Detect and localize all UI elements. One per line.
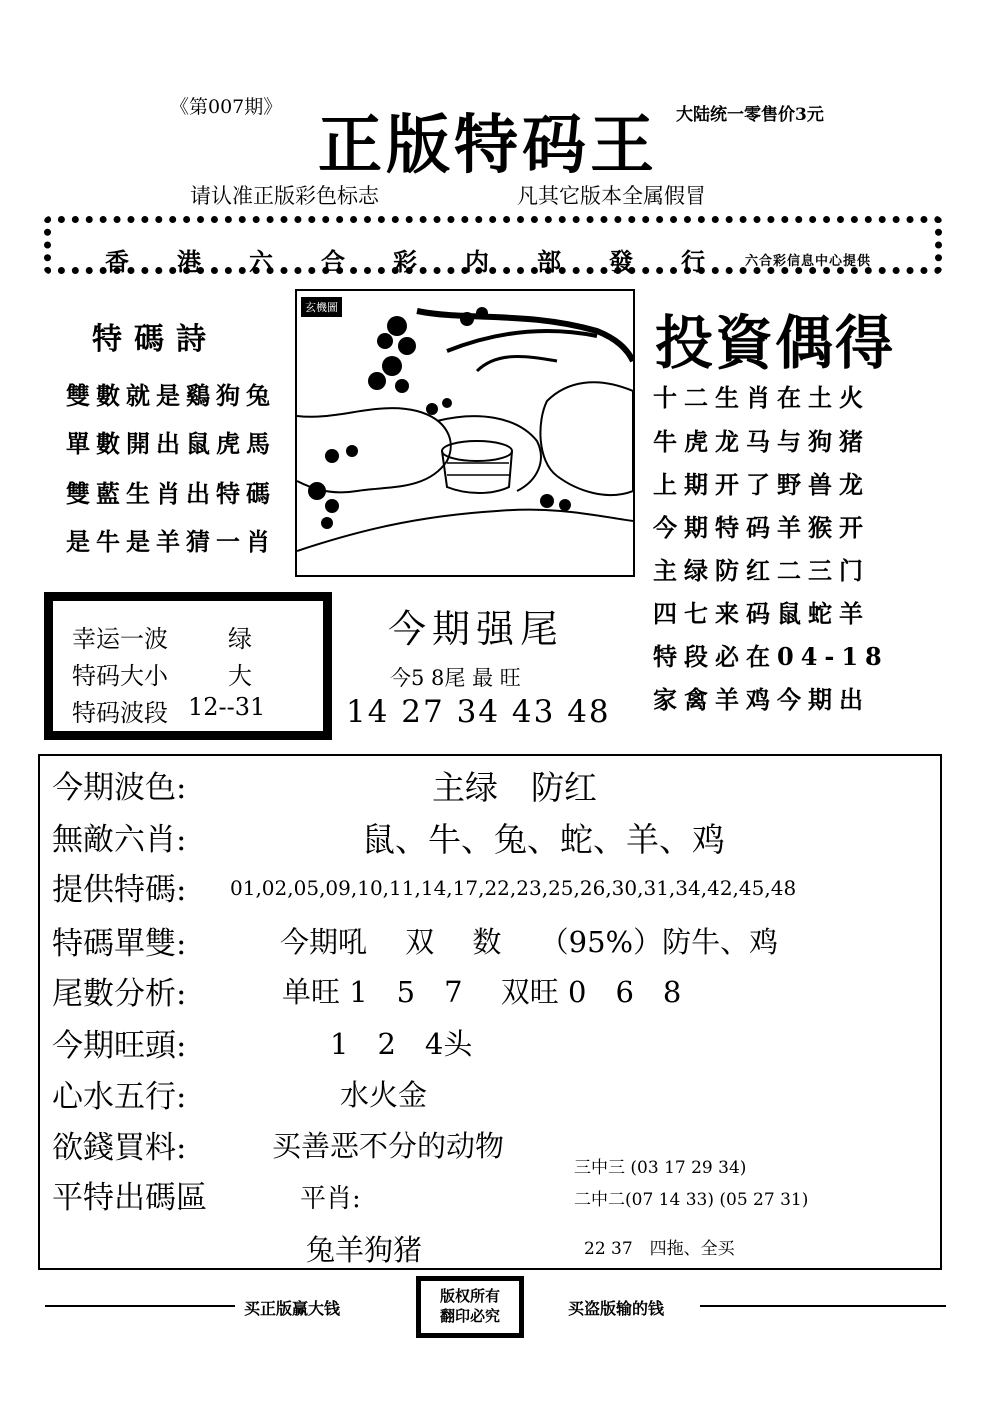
picture-seal: 玄機圖 [301,297,342,317]
footer-left-slogan: 买正版赢大钱 [244,1299,341,1318]
lucky-wave-label: 幸运一波 [72,625,168,653]
footer-right-slogan: 买盗版输的钱 [568,1299,665,1318]
lucky-size-label: 特码大小 [72,662,168,690]
row-label-five-elements: 心水五行: [52,1079,187,1115]
invest-line: 四七来码鼠蛇羊 [653,599,870,628]
row-value-odd-even: 今期吼 双 数 （95%）防牛、鸡 [280,925,779,959]
copyright-line-2: 翻印必究 [439,1307,500,1325]
row-label-odd-even: 特碼單雙: [52,926,187,962]
row-label-flat-zone: 平特出碼區 [52,1180,207,1216]
row-label-special-numbers: 提供特碼: [52,872,187,908]
poem-line: 雙數就是鷄狗兔 [66,381,276,410]
lucky-range-label: 特码波段 [72,699,168,727]
retail-price: 大陆统一零售价3元 [676,105,824,125]
poem-line: 雙藍生肖出特碼 [66,479,276,508]
issue-number: 《第007期》 [170,96,283,118]
row-value-hot-head: 1 2 4头 [330,1027,473,1061]
invest-line: 牛虎龙马与狗猪 [653,427,870,456]
row-label-buy-tip: 欲錢買料: [52,1130,187,1166]
lucky-wave-value: 绿 [228,625,252,653]
row-value-buy-tip: 买善恶不分的动物 [272,1129,505,1163]
poem-line: 單數開出鼠虎馬 [66,429,276,458]
footer-rule-left [45,1305,235,1307]
strong-tail-numbers: 14 27 34 43 48 [346,694,611,730]
strong-tail-title: 今期强尾 [388,607,565,651]
counterfeit-notice: 凡其它版本全属假冒 [517,184,706,208]
combo-drag: 22 37 四拖、全买 [584,1239,735,1259]
row-label-six-zodiacs: 無敵六肖: [52,822,187,858]
poem-line: 是牛是羊猜一肖 [66,527,276,556]
invest-line: 今期特码羊猴开 [653,513,870,542]
row-value-wave-color: 主绿 防红 [432,768,597,807]
invest-line: 主绿防红二三门 [653,556,870,585]
combo-two: 二中二(07 14 33) (05 27 31) [574,1190,809,1210]
row-label-wave-color: 今期波色: [52,770,187,806]
strong-tail-subtitle: 今5 8尾 最 旺 [390,666,521,690]
invest-line: 特段必在04-18 [653,642,889,671]
row-value-tail-analysis: 单旺 1 5 7 双旺 0 6 8 [282,975,682,1009]
row-value-five-elements: 水火金 [340,1078,428,1112]
invest-line: 家禽羊鸡今期出 [653,685,870,714]
invest-title: 投資偶得 [655,309,896,377]
footer-rule-right [700,1305,946,1307]
row-value-special-numbers: 01,02,05,09,10,11,14,17,22,23,25,26,30,31,34,42,45,48 [230,876,797,900]
poem-title: 特碼詩 [92,322,218,357]
authenticity-notice: 请认准正版彩色标志 [190,184,379,208]
banner-subtitle: 六合彩信息中心提供 [745,254,872,269]
row-value-flat-zodiac: 平肖: [300,1184,361,1214]
hint-picture [295,289,635,577]
row-label-hot-head: 今期旺頭: [52,1028,187,1064]
flat-animals: 兔羊狗猪 [306,1233,423,1267]
invest-line: 十二生肖在土火 [653,383,870,412]
row-label-tail-analysis: 尾數分析: [52,976,187,1012]
invest-line: 上期开了野兽龙 [653,470,870,499]
lucky-size-value: 大 [228,662,252,690]
lucky-range-value: 12--31 [188,693,266,721]
row-value-six-zodiacs: 鼠、牛、兔、蛇、羊、鸡 [362,820,725,859]
banner-title: 香港六合彩内部發行 [105,247,753,276]
copyright-box [416,1276,524,1338]
landscape-illustration [297,291,633,575]
copyright-line-1: 版权所有 [439,1287,500,1305]
combo-three: 三中三 (03 17 29 34) [574,1158,747,1178]
page-title: 正版特码王 [318,108,658,183]
